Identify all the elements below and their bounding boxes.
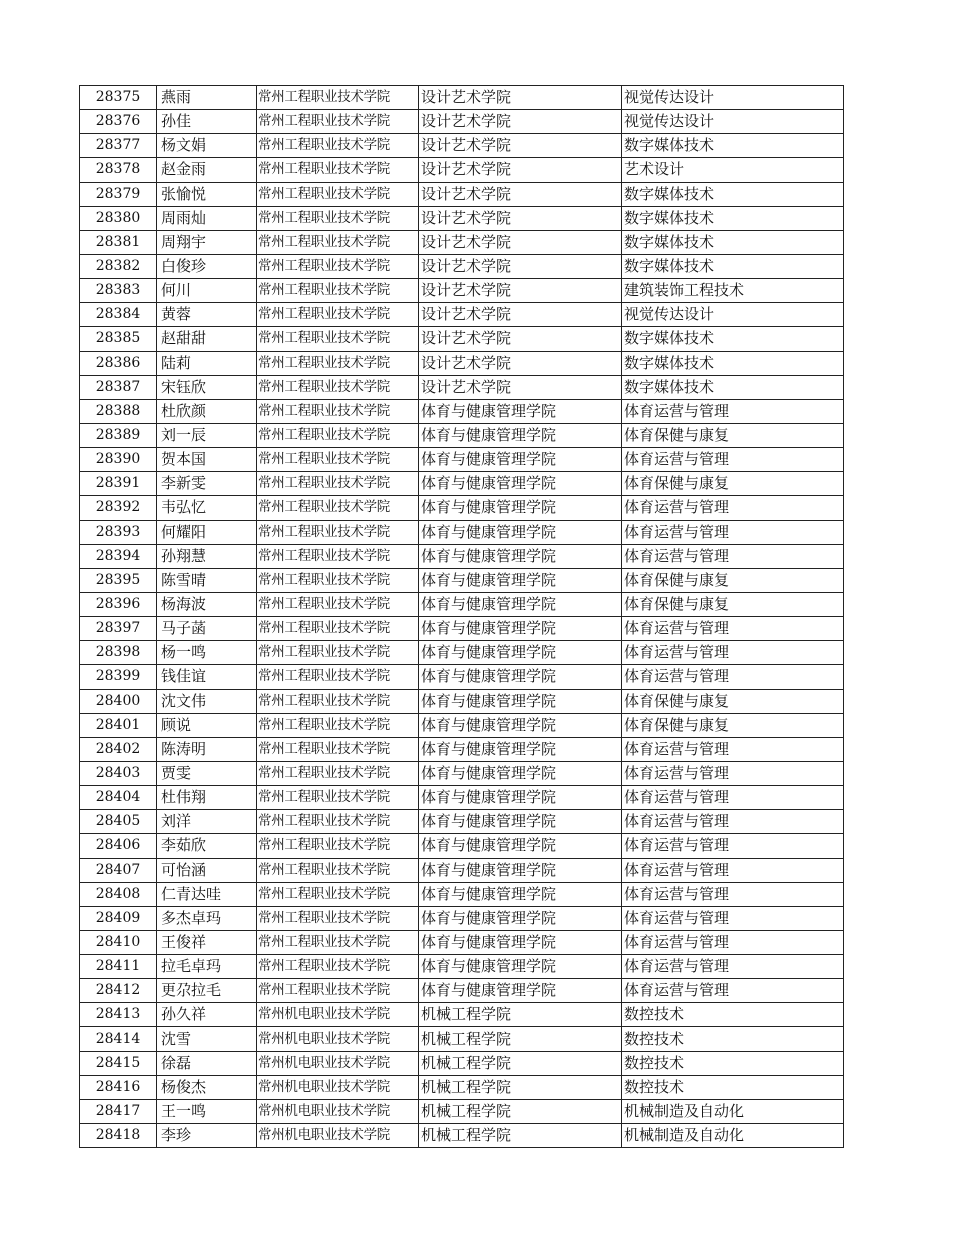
cell-college: 体育与健康管理学院 xyxy=(419,786,622,810)
table-row xyxy=(80,448,844,472)
cell-college: 体育与健康管理学院 xyxy=(419,979,622,1003)
cell-major: 体育保健与康复 xyxy=(622,713,844,737)
table-row xyxy=(80,472,844,496)
cell-major: 体育运营与管理 xyxy=(622,930,844,954)
cell-college: 体育与健康管理学院 xyxy=(419,930,622,954)
cell-major: 体育运营与管理 xyxy=(622,448,844,472)
cell-college: 设计艺术学院 xyxy=(419,182,622,206)
cell-id: 28393 xyxy=(80,520,157,544)
cell-school: 常州工程职业技术学院 xyxy=(257,761,419,785)
cell-major: 体育运营与管理 xyxy=(622,665,844,689)
cell-school: 常州工程职业技术学院 xyxy=(257,158,419,182)
cell-school: 常州机电职业技术学院 xyxy=(257,1027,419,1051)
cell-major: 体育运营与管理 xyxy=(622,858,844,882)
cell-major: 数字媒体技术 xyxy=(622,254,844,278)
cell-school: 常州工程职业技术学院 xyxy=(257,617,419,641)
cell-major: 体育运营与管理 xyxy=(622,761,844,785)
table-row xyxy=(80,544,844,568)
table-row xyxy=(80,303,844,327)
cell-major: 数控技术 xyxy=(622,1003,844,1027)
table-row xyxy=(80,665,844,689)
table-row xyxy=(80,230,844,254)
cell-school: 常州工程职业技术学院 xyxy=(257,955,419,979)
cell-id: 28391 xyxy=(80,472,157,496)
cell-name: 多杰卓玛 xyxy=(157,906,257,930)
cell-college: 机械工程学院 xyxy=(419,1075,622,1099)
cell-school: 常州工程职业技术学院 xyxy=(257,882,419,906)
cell-major: 体育运营与管理 xyxy=(622,399,844,423)
cell-id: 28382 xyxy=(80,254,157,278)
cell-major: 体育运营与管理 xyxy=(622,810,844,834)
cell-school: 常州工程职业技术学院 xyxy=(257,568,419,592)
cell-college: 体育与健康管理学院 xyxy=(419,544,622,568)
cell-name: 刘洋 xyxy=(157,810,257,834)
cell-school: 常州工程职业技术学院 xyxy=(257,230,419,254)
cell-college: 设计艺术学院 xyxy=(419,279,622,303)
cell-college: 设计艺术学院 xyxy=(419,158,622,182)
cell-name: 周雨灿 xyxy=(157,206,257,230)
table-row xyxy=(80,930,844,954)
table-row xyxy=(80,979,844,1003)
cell-name: 宋钰欣 xyxy=(157,375,257,399)
cell-college: 设计艺术学院 xyxy=(419,110,622,134)
cell-school: 常州工程职业技术学院 xyxy=(257,86,419,110)
cell-name: 杨俊杰 xyxy=(157,1075,257,1099)
cell-name: 杨海波 xyxy=(157,592,257,616)
table-row xyxy=(80,786,844,810)
cell-college: 体育与健康管理学院 xyxy=(419,568,622,592)
cell-major: 体育运营与管理 xyxy=(622,955,844,979)
cell-id: 28413 xyxy=(80,1003,157,1027)
cell-id: 28383 xyxy=(80,279,157,303)
cell-id: 28410 xyxy=(80,930,157,954)
cell-name: 李茹欣 xyxy=(157,834,257,858)
cell-college: 体育与健康管理学院 xyxy=(419,713,622,737)
cell-school: 常州机电职业技术学院 xyxy=(257,1003,419,1027)
table-row xyxy=(80,834,844,858)
cell-college: 体育与健康管理学院 xyxy=(419,882,622,906)
cell-name: 孙久祥 xyxy=(157,1003,257,1027)
cell-id: 28408 xyxy=(80,882,157,906)
cell-name: 陈雪晴 xyxy=(157,568,257,592)
cell-name: 王俊祥 xyxy=(157,930,257,954)
cell-school: 常州工程职业技术学院 xyxy=(257,930,419,954)
cell-college: 设计艺术学院 xyxy=(419,254,622,278)
cell-id: 28418 xyxy=(80,1124,157,1148)
cell-college: 设计艺术学院 xyxy=(419,206,622,230)
cell-major: 体育运营与管理 xyxy=(622,544,844,568)
cell-school: 常州工程职业技术学院 xyxy=(257,592,419,616)
table-row xyxy=(80,737,844,761)
cell-major: 体育运营与管理 xyxy=(622,641,844,665)
cell-major: 数控技术 xyxy=(622,1075,844,1099)
cell-major: 数字媒体技术 xyxy=(622,230,844,254)
cell-school: 常州工程职业技术学院 xyxy=(257,810,419,834)
cell-major: 体育运营与管理 xyxy=(622,737,844,761)
cell-major: 体育保健与康复 xyxy=(622,568,844,592)
cell-college: 机械工程学院 xyxy=(419,1051,622,1075)
cell-id: 28404 xyxy=(80,786,157,810)
cell-name: 杜伟翔 xyxy=(157,786,257,810)
cell-school: 常州工程职业技术学院 xyxy=(257,206,419,230)
cell-name: 赵甜甜 xyxy=(157,327,257,351)
cell-college: 体育与健康管理学院 xyxy=(419,496,622,520)
cell-college: 体育与健康管理学院 xyxy=(419,955,622,979)
cell-id: 28384 xyxy=(80,303,157,327)
cell-name: 拉毛卓玛 xyxy=(157,955,257,979)
table-row xyxy=(80,327,844,351)
cell-major: 数字媒体技术 xyxy=(622,182,844,206)
student-roster-table-wrapper xyxy=(79,85,844,1148)
cell-college: 设计艺术学院 xyxy=(419,303,622,327)
cell-id: 28387 xyxy=(80,375,157,399)
cell-major: 艺术设计 xyxy=(622,158,844,182)
cell-name: 沈文伟 xyxy=(157,689,257,713)
table-row xyxy=(80,689,844,713)
table-row xyxy=(80,906,844,930)
table-row xyxy=(80,713,844,737)
cell-school: 常州工程职业技术学院 xyxy=(257,665,419,689)
cell-college: 机械工程学院 xyxy=(419,1003,622,1027)
cell-id: 28392 xyxy=(80,496,157,520)
cell-major: 体育运营与管理 xyxy=(622,617,844,641)
cell-id: 28376 xyxy=(80,110,157,134)
cell-name: 可怡涵 xyxy=(157,858,257,882)
cell-school: 常州工程职业技术学院 xyxy=(257,641,419,665)
cell-school: 常州工程职业技术学院 xyxy=(257,496,419,520)
cell-name: 孙翔慧 xyxy=(157,544,257,568)
table-row xyxy=(80,1124,844,1148)
cell-name: 杨文娟 xyxy=(157,134,257,158)
cell-major: 体育运营与管理 xyxy=(622,882,844,906)
cell-college: 体育与健康管理学院 xyxy=(419,520,622,544)
cell-major: 数字媒体技术 xyxy=(622,351,844,375)
cell-name: 白俊珍 xyxy=(157,254,257,278)
cell-school: 常州工程职业技术学院 xyxy=(257,448,419,472)
cell-name: 仁青达哇 xyxy=(157,882,257,906)
cell-name: 张愉悦 xyxy=(157,182,257,206)
table-row xyxy=(80,568,844,592)
table-row xyxy=(80,134,844,158)
cell-name: 王一鸣 xyxy=(157,1099,257,1123)
cell-school: 常州机电职业技术学院 xyxy=(257,1099,419,1123)
cell-school: 常州工程职业技术学院 xyxy=(257,713,419,737)
cell-college: 体育与健康管理学院 xyxy=(419,906,622,930)
cell-id: 28395 xyxy=(80,568,157,592)
cell-college: 机械工程学院 xyxy=(419,1124,622,1148)
cell-name: 徐磊 xyxy=(157,1051,257,1075)
cell-id: 28390 xyxy=(80,448,157,472)
table-row xyxy=(80,617,844,641)
cell-name: 顾说 xyxy=(157,713,257,737)
table-row xyxy=(80,279,844,303)
cell-major: 视觉传达设计 xyxy=(622,303,844,327)
table-row xyxy=(80,858,844,882)
cell-school: 常州工程职业技术学院 xyxy=(257,520,419,544)
cell-school: 常州工程职业技术学院 xyxy=(257,351,419,375)
cell-id: 28416 xyxy=(80,1075,157,1099)
cell-id: 28388 xyxy=(80,399,157,423)
cell-id: 28398 xyxy=(80,641,157,665)
cell-major: 体育运营与管理 xyxy=(622,834,844,858)
cell-id: 28389 xyxy=(80,423,157,447)
cell-school: 常州工程职业技术学院 xyxy=(257,858,419,882)
cell-name: 赵金雨 xyxy=(157,158,257,182)
cell-college: 体育与健康管理学院 xyxy=(419,737,622,761)
cell-college: 设计艺术学院 xyxy=(419,230,622,254)
cell-id: 28402 xyxy=(80,737,157,761)
cell-school: 常州工程职业技术学院 xyxy=(257,110,419,134)
table-row xyxy=(80,882,844,906)
cell-id: 28379 xyxy=(80,182,157,206)
cell-name: 贺本国 xyxy=(157,448,257,472)
cell-college: 体育与健康管理学院 xyxy=(419,472,622,496)
roster-body xyxy=(80,86,844,1148)
cell-school: 常州工程职业技术学院 xyxy=(257,254,419,278)
cell-school: 常州工程职业技术学院 xyxy=(257,279,419,303)
cell-major: 体育保健与康复 xyxy=(622,689,844,713)
cell-name: 李新雯 xyxy=(157,472,257,496)
table-row xyxy=(80,206,844,230)
table-row xyxy=(80,592,844,616)
table-row xyxy=(80,1051,844,1075)
cell-school: 常州机电职业技术学院 xyxy=(257,1075,419,1099)
table-row xyxy=(80,1027,844,1051)
cell-college: 体育与健康管理学院 xyxy=(419,448,622,472)
table-row xyxy=(80,1075,844,1099)
cell-college: 体育与健康管理学院 xyxy=(419,858,622,882)
table-row xyxy=(80,955,844,979)
table-row xyxy=(80,351,844,375)
cell-id: 28411 xyxy=(80,955,157,979)
cell-id: 28396 xyxy=(80,592,157,616)
cell-id: 28414 xyxy=(80,1027,157,1051)
cell-school: 常州工程职业技术学院 xyxy=(257,689,419,713)
cell-major: 建筑装饰工程技术 xyxy=(622,279,844,303)
cell-school: 常州工程职业技术学院 xyxy=(257,399,419,423)
table-row xyxy=(80,375,844,399)
cell-college: 设计艺术学院 xyxy=(419,375,622,399)
cell-id: 28403 xyxy=(80,761,157,785)
cell-college: 体育与健康管理学院 xyxy=(419,617,622,641)
cell-school: 常州工程职业技术学院 xyxy=(257,327,419,351)
cell-id: 28377 xyxy=(80,134,157,158)
table-row xyxy=(80,399,844,423)
cell-name: 何川 xyxy=(157,279,257,303)
cell-name: 钱佳谊 xyxy=(157,665,257,689)
cell-name: 周翔宇 xyxy=(157,230,257,254)
cell-major: 数字媒体技术 xyxy=(622,206,844,230)
cell-school: 常州工程职业技术学院 xyxy=(257,834,419,858)
cell-major: 体育保健与康复 xyxy=(622,592,844,616)
cell-id: 28386 xyxy=(80,351,157,375)
cell-id: 28400 xyxy=(80,689,157,713)
cell-major: 数字媒体技术 xyxy=(622,327,844,351)
cell-college: 体育与健康管理学院 xyxy=(419,592,622,616)
cell-school: 常州工程职业技术学院 xyxy=(257,303,419,327)
cell-major: 数控技术 xyxy=(622,1027,844,1051)
cell-college: 体育与健康管理学院 xyxy=(419,399,622,423)
cell-name: 黄蓉 xyxy=(157,303,257,327)
cell-id: 28417 xyxy=(80,1099,157,1123)
table-row xyxy=(80,520,844,544)
cell-major: 机械制造及自动化 xyxy=(622,1099,844,1123)
cell-id: 28394 xyxy=(80,544,157,568)
cell-school: 常州工程职业技术学院 xyxy=(257,375,419,399)
cell-major: 体育保健与康复 xyxy=(622,423,844,447)
table-row xyxy=(80,1003,844,1027)
table-row xyxy=(80,641,844,665)
cell-college: 设计艺术学院 xyxy=(419,134,622,158)
cell-college: 体育与健康管理学院 xyxy=(419,810,622,834)
cell-college: 体育与健康管理学院 xyxy=(419,641,622,665)
cell-id: 28401 xyxy=(80,713,157,737)
cell-major: 体育运营与管理 xyxy=(622,786,844,810)
cell-major: 视觉传达设计 xyxy=(622,86,844,110)
table-row xyxy=(80,496,844,520)
table-row xyxy=(80,1099,844,1123)
cell-major: 视觉传达设计 xyxy=(622,110,844,134)
cell-college: 设计艺术学院 xyxy=(419,86,622,110)
cell-major: 机械制造及自动化 xyxy=(622,1124,844,1148)
cell-id: 28415 xyxy=(80,1051,157,1075)
table-row xyxy=(80,86,844,110)
cell-school: 常州工程职业技术学院 xyxy=(257,423,419,447)
table-row xyxy=(80,182,844,206)
cell-major: 数字媒体技术 xyxy=(622,375,844,399)
cell-name: 杜欣颜 xyxy=(157,399,257,423)
cell-name: 贾雯 xyxy=(157,761,257,785)
table-row xyxy=(80,254,844,278)
table-row xyxy=(80,761,844,785)
cell-id: 28406 xyxy=(80,834,157,858)
cell-name: 陆莉 xyxy=(157,351,257,375)
cell-school: 常州机电职业技术学院 xyxy=(257,1124,419,1148)
cell-name: 杨一鸣 xyxy=(157,641,257,665)
cell-school: 常州工程职业技术学院 xyxy=(257,737,419,761)
cell-major: 体育运营与管理 xyxy=(622,979,844,1003)
cell-id: 28399 xyxy=(80,665,157,689)
cell-id: 28381 xyxy=(80,230,157,254)
cell-college: 体育与健康管理学院 xyxy=(419,834,622,858)
cell-name: 何耀阳 xyxy=(157,520,257,544)
cell-school: 常州工程职业技术学院 xyxy=(257,472,419,496)
cell-major: 数控技术 xyxy=(622,1051,844,1075)
cell-id: 28405 xyxy=(80,810,157,834)
cell-college: 设计艺术学院 xyxy=(419,351,622,375)
cell-id: 28407 xyxy=(80,858,157,882)
cell-id: 28378 xyxy=(80,158,157,182)
cell-name: 孙佳 xyxy=(157,110,257,134)
cell-major: 体育运营与管理 xyxy=(622,496,844,520)
table-row xyxy=(80,110,844,134)
cell-school: 常州工程职业技术学院 xyxy=(257,182,419,206)
cell-id: 28409 xyxy=(80,906,157,930)
cell-school: 常州机电职业技术学院 xyxy=(257,1051,419,1075)
cell-college: 机械工程学院 xyxy=(419,1099,622,1123)
cell-id: 28380 xyxy=(80,206,157,230)
cell-id: 28412 xyxy=(80,979,157,1003)
cell-name: 李珍 xyxy=(157,1124,257,1148)
cell-college: 体育与健康管理学院 xyxy=(419,761,622,785)
table-row xyxy=(80,423,844,447)
cell-school: 常州工程职业技术学院 xyxy=(257,544,419,568)
cell-name: 沈雪 xyxy=(157,1027,257,1051)
cell-name: 陈涛明 xyxy=(157,737,257,761)
cell-id: 28385 xyxy=(80,327,157,351)
cell-name: 刘一辰 xyxy=(157,423,257,447)
cell-college: 体育与健康管理学院 xyxy=(419,665,622,689)
cell-school: 常州工程职业技术学院 xyxy=(257,134,419,158)
cell-school: 常州工程职业技术学院 xyxy=(257,979,419,1003)
cell-major: 体育保健与康复 xyxy=(622,472,844,496)
cell-major: 数字媒体技术 xyxy=(622,134,844,158)
student-roster-table xyxy=(79,85,844,1148)
cell-college: 设计艺术学院 xyxy=(419,327,622,351)
table-row xyxy=(80,158,844,182)
table-row xyxy=(80,810,844,834)
cell-school: 常州工程职业技术学院 xyxy=(257,786,419,810)
cell-name: 马子菡 xyxy=(157,617,257,641)
cell-school: 常州工程职业技术学院 xyxy=(257,906,419,930)
cell-major: 体育运营与管理 xyxy=(622,520,844,544)
cell-name: 更尕拉毛 xyxy=(157,979,257,1003)
cell-name: 燕雨 xyxy=(157,86,257,110)
cell-college: 体育与健康管理学院 xyxy=(419,423,622,447)
cell-college: 机械工程学院 xyxy=(419,1027,622,1051)
cell-id: 28375 xyxy=(80,86,157,110)
cell-major: 体育运营与管理 xyxy=(622,906,844,930)
cell-college: 体育与健康管理学院 xyxy=(419,689,622,713)
cell-name: 韦弘忆 xyxy=(157,496,257,520)
cell-id: 28397 xyxy=(80,617,157,641)
